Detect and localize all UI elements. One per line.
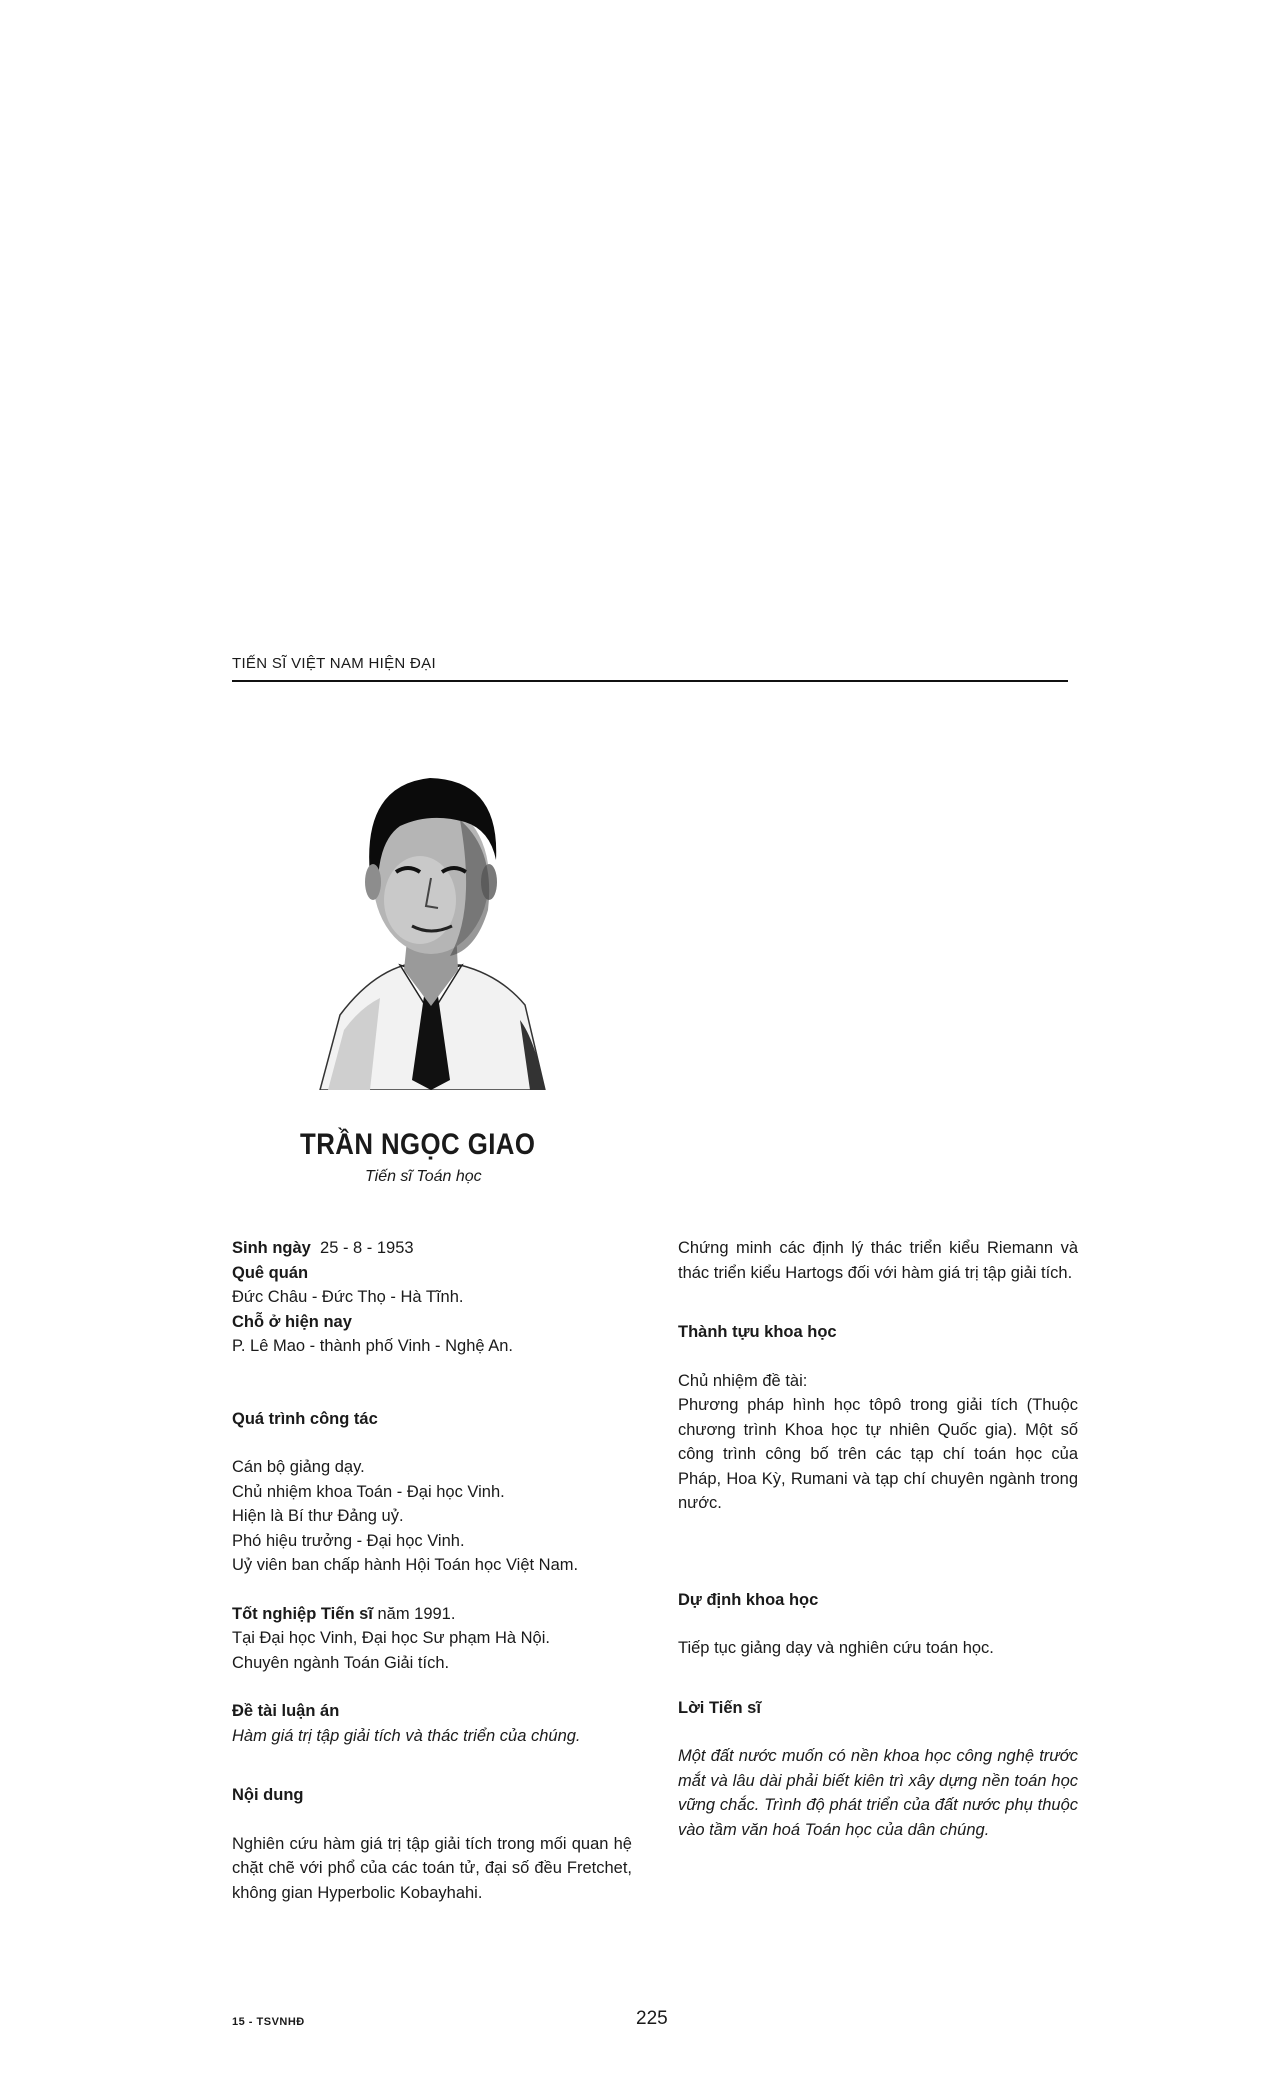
graduation-line: Tại Đại học Vinh, Đại học Sư phạm Hà Nội. <box>232 1629 550 1647</box>
graduation-line: Chuyên ngành Toán Giải tích. <box>232 1653 450 1672</box>
career-line: Uỷ viên ban chấp hành Hội Toán học Việt Nam. <box>232 1556 579 1574</box>
hometown-label: Quê quán <box>232 1263 309 1282</box>
achievements-intro: Chủ nhiệm đề tài: <box>678 1371 808 1390</box>
career-line: Cán bộ giảng dạy. <box>232 1458 365 1476</box>
hometown-value: Đức Châu - Đức Thọ - Hà Tĩnh. <box>232 1288 464 1306</box>
content-heading: Nội dung <box>232 1786 304 1804</box>
right-column <box>678 1236 1078 1842</box>
degree-title: Tiến sĩ Toán học <box>365 1168 482 1185</box>
residence-value: P. Lê Mao - thành phố Vinh - Nghệ An. <box>232 1337 514 1355</box>
left-column <box>232 1236 632 1905</box>
page-number: 225 <box>636 2008 668 2029</box>
person-name: TRẦN NGỌC GIAO <box>300 1128 536 1161</box>
running-header: TIẾN SĨ VIỆT NAM HIỆN ĐẠI <box>232 655 436 672</box>
content-paragraph-continued: Chứng minh các định lý thác triển kiểu Riemann và thác triển kiểu Hartogs đối với hàm giá trị tập giải tích. <box>678 1239 1078 1282</box>
plans-heading: Dự định khoa học <box>678 1590 819 1609</box>
birth-label: Sinh ngày <box>232 1239 311 1257</box>
thesis-title: Hàm giá trị tập giải tích và thác triển của chúng. <box>232 1726 581 1745</box>
career-line: Hiện là Bí thư Đảng uỷ. <box>232 1507 404 1525</box>
header-rule <box>232 680 1068 682</box>
graduation-heading: Tốt nghiệp Tiến sĩ <box>232 1604 373 1623</box>
graduation-year: năm 1991. <box>377 1604 456 1623</box>
career-line: Phó hiệu trưởng - Đại học Vinh. <box>232 1531 465 1550</box>
achievements-text: Phương pháp hình học tôpô trong giải tích (Thuộc chương trình Khoa học tự nhiên Quốc gia). Một số công trình công bố trên các tạp chí toán học của Pháp, Hoa Kỳ, Rumani và tạp chí chuyên ngành trong nước. <box>678 1396 1078 1512</box>
message-heading: Lời Tiến sĩ <box>678 1698 761 1717</box>
portrait-photo <box>300 760 560 1090</box>
birth-date: 25 - 8 - 1953 <box>320 1239 414 1257</box>
career-heading: Quá trình công tác <box>232 1409 378 1428</box>
achievements-heading: Thành tựu khoa học <box>678 1323 837 1341</box>
career-line: Chủ nhiệm khoa Toán - Đại học Vinh. <box>232 1482 505 1501</box>
footer-signature: 15 - TSVNHĐ <box>232 2016 305 2028</box>
content-paragraph: Nghiên cứu hàm giá trị tập giải tích trong mối quan hệ chặt chẽ với phổ của các toán tử, đại số đều Fretchet, không gian Hyperbolic Kobayhahi. <box>232 1834 632 1902</box>
residence-label: Chỗ ở hiện nay <box>232 1312 352 1331</box>
thesis-heading: Đề tài luận án <box>232 1702 340 1720</box>
plans-text: Tiếp tục giảng dạy và nghiên cứu toán học. <box>678 1639 994 1657</box>
message-text: Một đất nước muốn có nền khoa học công nghệ trước mắt và lâu dài phải biết kiên trì xây dựng nền toán học vững chắc. Trình độ phát triển của đất nước phụ thuộc vào tầm văn hoá Toán học của dân chúng. <box>678 1747 1078 1839</box>
